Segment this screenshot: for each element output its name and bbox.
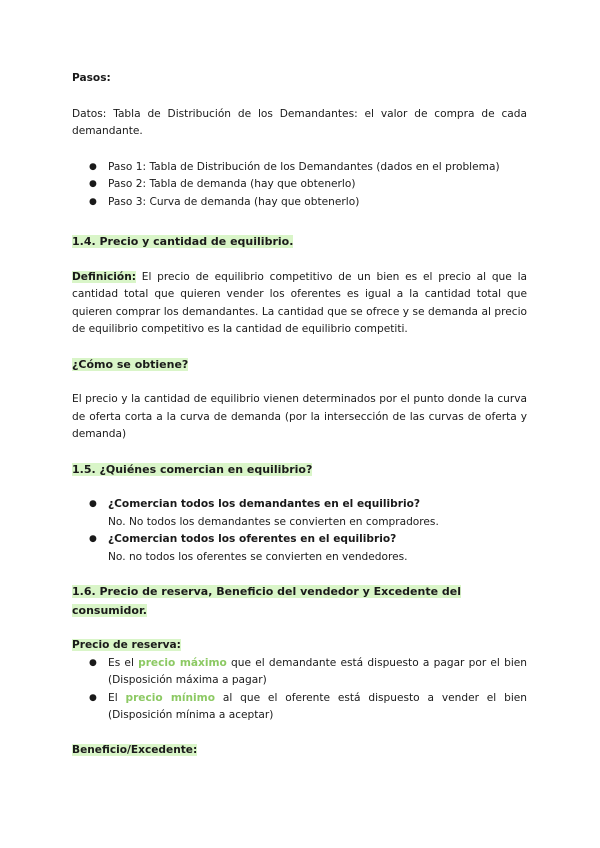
bullet-icon: ● bbox=[89, 161, 97, 172]
beneficio-label: Beneficio/Excedente: bbox=[72, 743, 198, 756]
bullet-icon: ● bbox=[89, 657, 97, 668]
list-item: ● ¿Comercian todos los oferentes en el equilibrio? No. no todos los oferentes se convierten en vendedores. bbox=[89, 533, 408, 563]
pasos-list bbox=[72, 159, 527, 212]
bullet-icon: ● bbox=[89, 196, 97, 207]
list-item: ● Paso 3: Curva de demanda (hay que obtenerlo) bbox=[108, 194, 527, 212]
pasos-label: Pasos: bbox=[72, 72, 111, 84]
section-heading-1-4: 1.4. Precio y cantidad de equilibrio. bbox=[72, 235, 294, 248]
como-paragraph: El precio y la cantidad de equilibrio vienen determinados por el punto donde la curva de oferta corta a la curva de demanda (por la intersección de las curvas de oferta y demanda) bbox=[72, 393, 527, 440]
bullet-icon: ● bbox=[89, 692, 97, 703]
como-heading: ¿Cómo se obtiene? bbox=[72, 357, 189, 371]
list-item: ● El precio mínimo al que el oferente está dispuesto a vender el bien (Disposición mínima a aceptar) bbox=[89, 691, 527, 721]
definicion-label: Definición: bbox=[72, 270, 136, 283]
datos-paragraph: Datos: Tabla de Distribución de los Demandantes: el valor de compra de cada demandante. bbox=[72, 107, 527, 137]
list-item: ● Paso 1: Tabla de Distribución de los Demandantes (dados en el problema) bbox=[108, 159, 527, 177]
section-heading-1-6: 1.6. Precio de reserva, Beneficio del vendedor y Excedente del consumidor. bbox=[72, 585, 461, 617]
document-page bbox=[72, 70, 527, 759]
definicion-text: El precio de equilibrio competitivo de un bien es el precio al que la cantidad total que quieren vender los oferentes es igual a la cantidad total que quieren comprar los demandantes. La cantidad que se ofrece y se demanda al precio de equilibrio competitivo es la cantidad de equilibrio competiti. bbox=[72, 270, 527, 335]
bullet-icon: ● bbox=[89, 179, 97, 189]
section-heading-1-5: 1.5. ¿Quiénes comercian en equilibrio? bbox=[72, 462, 313, 476]
reserva-list bbox=[72, 655, 527, 725]
reserva-label: Precio de reserva: bbox=[72, 639, 181, 651]
list-item: ● Es el precio máximo que el demandante está dispuesto a pagar por el bien (Disposición máxima a pagar) bbox=[89, 656, 527, 686]
bullet-icon: ● bbox=[89, 499, 97, 509]
bullet-icon: ● bbox=[89, 534, 97, 544]
equilibrio-list bbox=[72, 496, 527, 566]
definicion-paragraph bbox=[72, 269, 527, 339]
list-item: ● Paso 2: Tabla de demanda (hay que obtenerlo) bbox=[108, 176, 527, 194]
list-item: ● ¿Comercian todos los demandantes en el equilibrio? No. No todos los demandantes se convierten en compradores. bbox=[89, 498, 439, 528]
